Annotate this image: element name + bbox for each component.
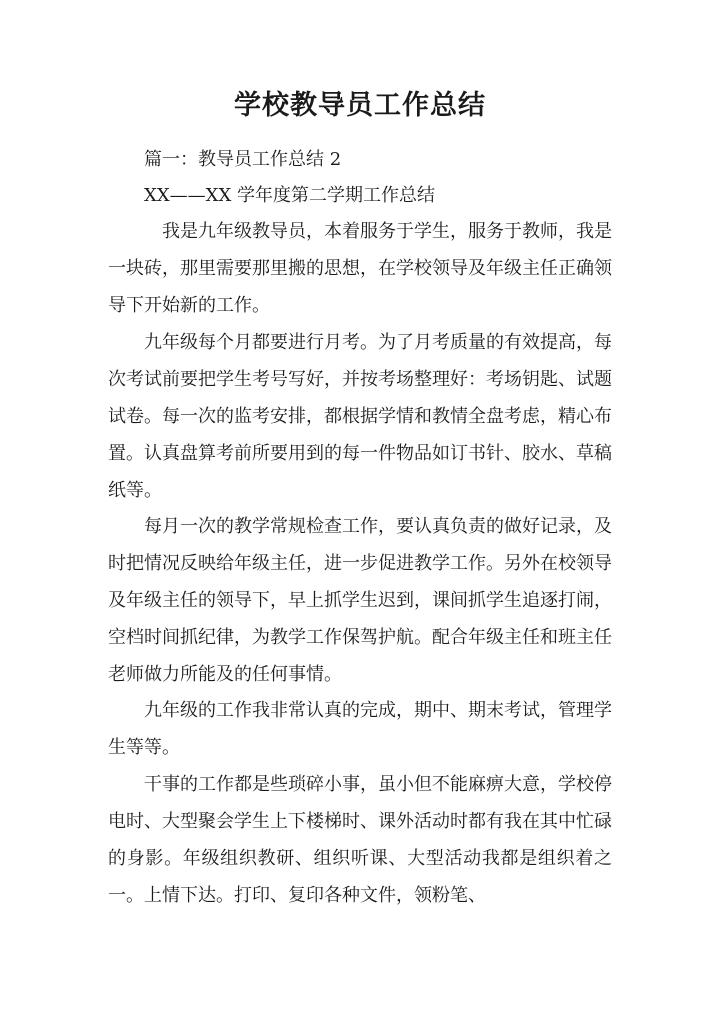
document-page — [108, 0, 612, 1017]
document-title: 学校教导员工作总结 — [234, 90, 486, 121]
paragraph-3: 每月一次的教学常规检查工作，要认真负责的做好记录，及时把情况反映给年级主任，进一步促进教学工作。另外在校领导及年级主任的领导下，早上抓学生迟到，课间抓学生追逐打闹，空档时间抓纪律，为教学工作保驾护航。配合年级主任和班主任老师做力所能及的任何事情。 — [108, 516, 612, 685]
subheading: XX——XX 学年度第二学期工作总结 — [144, 185, 435, 206]
paragraph-5: 干事的工作都是些琐碎小事，虽小但不能麻痹大意，学校停电时、大型聚会学生上下楼梯时、课外活动时都有我在其中忙碌的身影。年级组织教研、组织听课、大型活动我都是组织着之一。上情下达。打印、复印各种文件，领粉笔、 — [108, 774, 612, 906]
paragraph-4: 九年级的工作我非常认真的完成，期中、期末考试，管理学生等等。 — [108, 700, 612, 758]
paragraph-1: 我是九年级教导员，本着服务于学生，服务于教师，我是一块砖，那里需要那里搬的思想，在学校领导及年级主任正确领导下开始新的工作。 — [108, 221, 612, 316]
paragraph-2: 九年级每个月都要进行月考。为了月考质量的有效提高，每次考试前要把学生考号写好，并按考场整理好：考场钥匙、试题试卷。每一次的监考安排，都根据学情和教情全盘考虑，精心布置。认真盘算考前所要用到的每一件物品如订书针、胶水、草稿纸等。 — [108, 332, 612, 501]
section-heading: 篇一：教导员工作总结 2 — [144, 149, 342, 170]
